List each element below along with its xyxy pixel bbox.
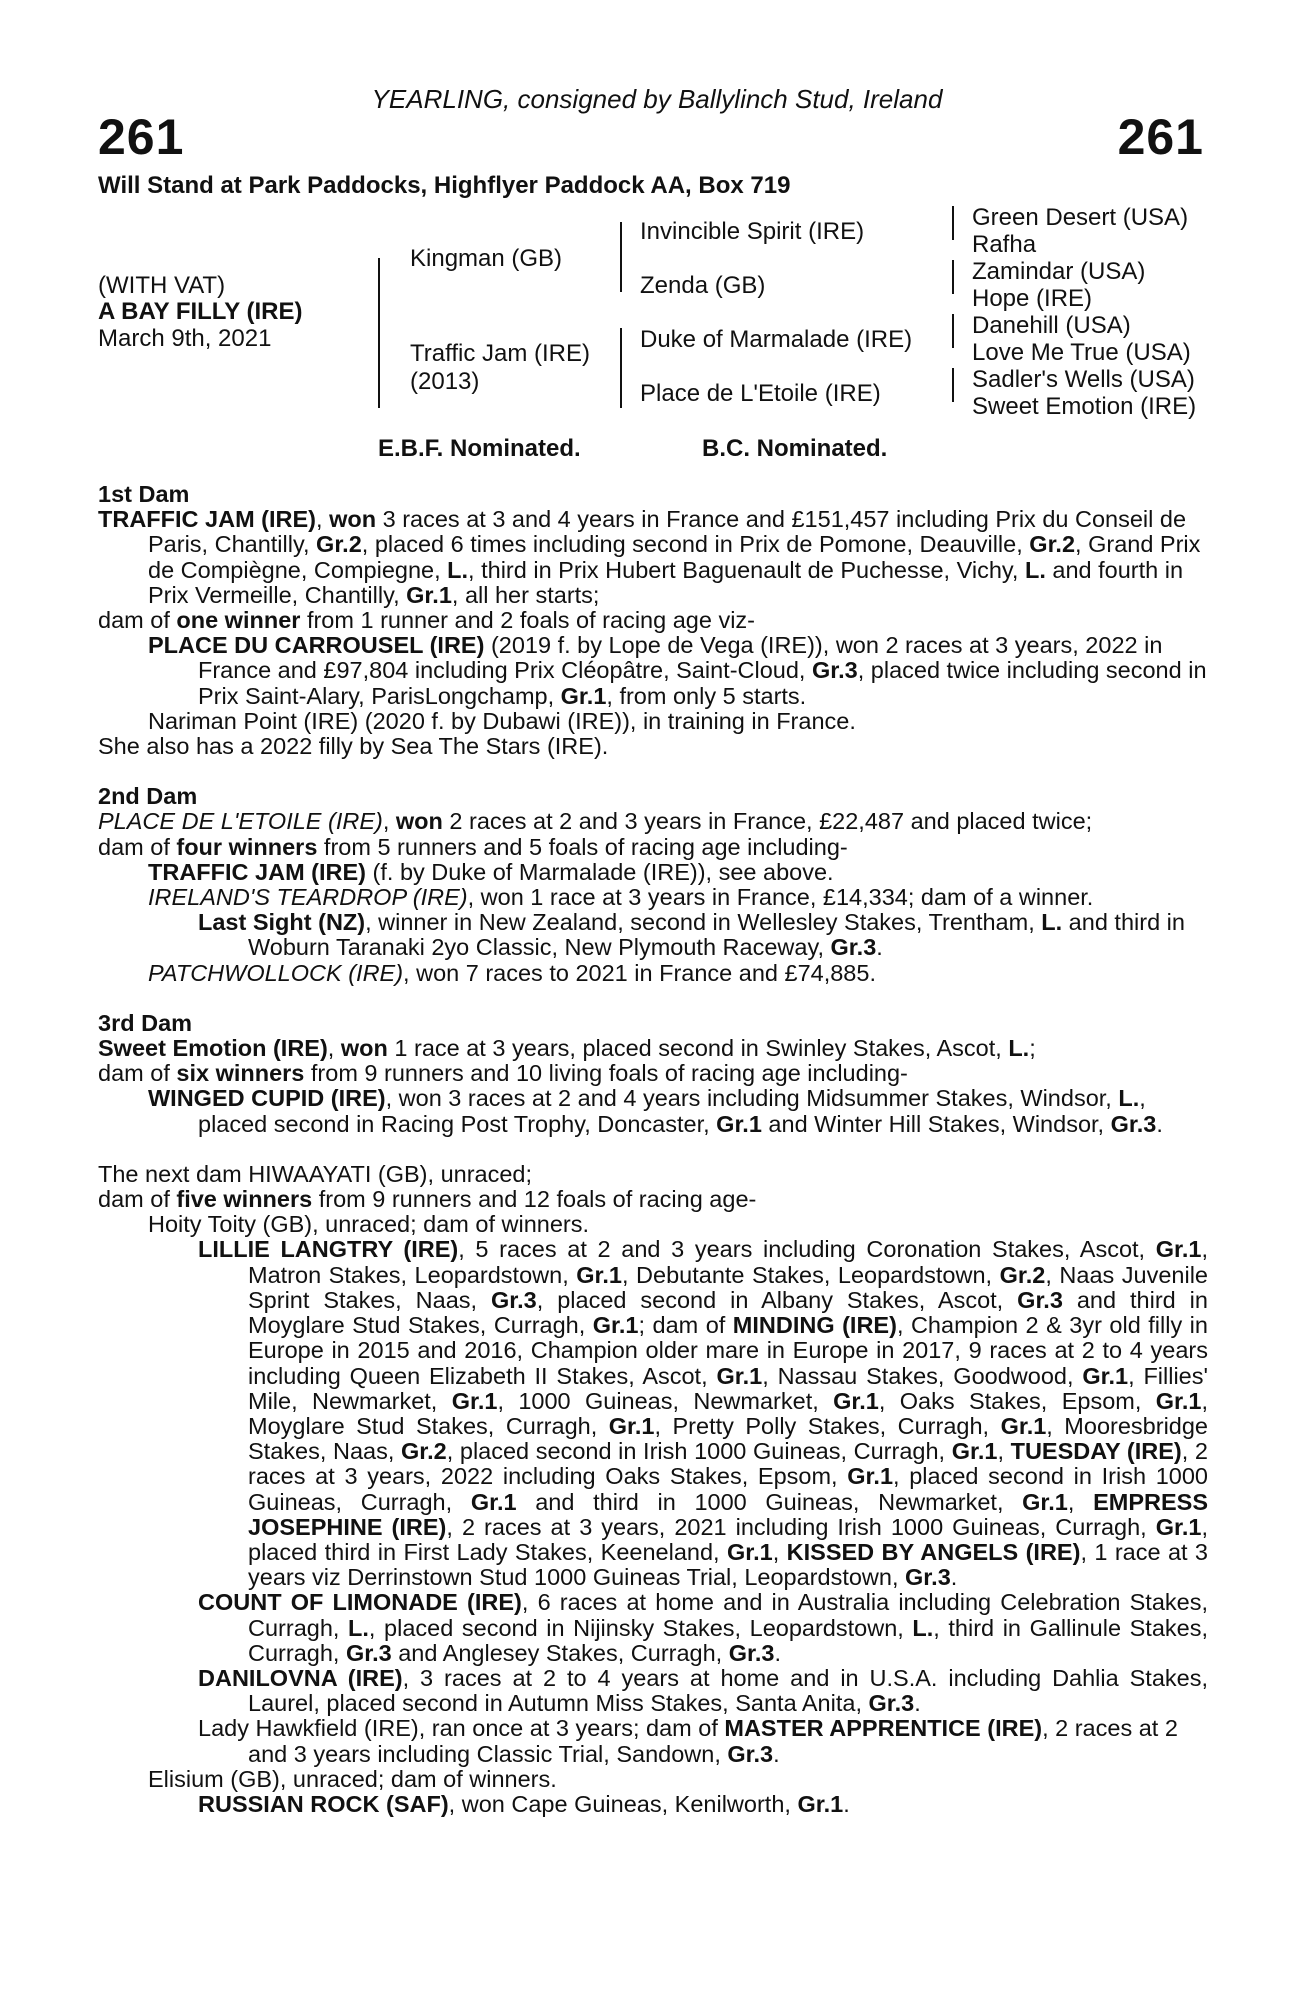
third-dam-heading: 3rd Dam [98, 1009, 193, 1036]
pedigree-g3-1: Green Desert (USA) [972, 204, 1189, 231]
second-dam-produce-2: IRELAND'S TEARDROP (IRE), won 1 race at 3 years in France, £14,334; dam of a winner. [148, 884, 1094, 911]
fourth-dam-russian-rock: RUSSIAN ROCK (SAF), won Cape Guineas, Kenilworth, Gr.1. [198, 1790, 850, 1817]
pedigree-g3-6: Love Me True (USA) [972, 339, 1191, 366]
second-dam-heading: 2nd Dam [98, 783, 198, 810]
horse-name: A BAY FILLY (IRE) [98, 298, 303, 325]
fourth-dam-elisium: Elisium (GB), unraced; dam of winners. [148, 1765, 557, 1792]
consignment-line: YEARLING, consigned by Ballylinch Stud, Ireland [371, 84, 943, 114]
first-dam-produce-summary: dam of one winner from 1 runner and 2 foals of racing age viz- [98, 607, 755, 634]
pedigree-dam-year: (2013) [410, 368, 480, 395]
third-dam-produce-1: WINGED CUPID (IRE), won 3 races at 2 and 4 years including Midsummer Stakes, Windsor, L., placed second in Racing Post Trophy, Doncaster, Gr.1 and Winter Hill Stakes, Windsor, Gr.3. [148, 1085, 1163, 1137]
foaling-date: March 9th, 2021 [98, 325, 272, 352]
first-dam-record: TRAFFIC JAM (IRE), won 3 races at 3 and 4 years in France and £151,457 including Prix du Conseil de Paris, Chantilly, Gr.2, placed 6 times including second in Prix de Pomone, Deauville, Gr.2, Grand Prix de Compiègne, Compiegne, L., third in Prix Hubert Baguenault de Puchesse, Vichy, L. and fourth in Prix Vermeille, Chantilly, Gr.1, all her starts; [98, 506, 1201, 608]
third-dam-produce-summary: dam of six winners from 9 runners and 10 living foals of racing age including- [98, 1060, 908, 1087]
bc-nomination: B.C. Nominated. [702, 435, 888, 462]
lot-number-right: 261 [1117, 109, 1204, 165]
fourth-dam-hoity-toity: Hoity Toity (GB), unraced; dam of winners. [148, 1211, 590, 1238]
pedigree-g3-5: Danehill (USA) [972, 312, 1131, 339]
pedigree-dam-sire: Duke of Marmalade (IRE) [640, 326, 913, 353]
fourth-dam-count-of-limonade: COUNT OF LIMONADE (IRE), 6 races at home and in Australia including Celebration Stakes, Curragh, L., placed second in Nijinsky Stakes, Leopardstown, L., third in Gallinule Stakes, Curragh, Gr.3 and Anglesey Stakes, Curragh, Gr.3. [198, 1589, 1209, 1666]
pedigree-dam: Traffic Jam (IRE) [410, 340, 591, 367]
ebf-nomination: E.B.F. Nominated. [378, 435, 581, 462]
catalogue-body [98, 482, 1208, 1817]
first-dam-produce-2: Nariman Point (IRE) (2020 f. by Dubawi (IRE)), in training in France. [148, 707, 856, 734]
pedigree-sire: Kingman (GB) [410, 245, 563, 272]
third-dam-record: Sweet Emotion (IRE), won 1 race at 3 years, placed second in Swinley Stakes, Ascot, L.; [98, 1035, 1036, 1062]
fourth-dam-produce-summary: dam of five winners from 9 runners and 12 foals of racing age- [98, 1186, 757, 1213]
stand-location: Will Stand at Park Paddocks, Highflyer Paddock AA, Box 719 [98, 172, 791, 199]
second-dam-produce-summary: dam of four winners from 5 runners and 5 foals of racing age including- [98, 833, 848, 860]
pedigree-g3-7: Sadler's Wells (USA) [972, 366, 1195, 393]
pedigree-sire-dam: Zenda (GB) [640, 272, 766, 299]
pedigree-g3-3: Zamindar (USA) [972, 258, 1146, 285]
fourth-dam-intro: The next dam HIWAAYATI (GB), unraced; [98, 1160, 533, 1187]
second-dam-produce-1: TRAFFIC JAM (IRE) (f. by Duke of Marmalade (IRE)), see above. [148, 858, 834, 885]
pedigree-g3-2: Rafha [972, 231, 1037, 258]
second-dam-produce-4: PATCHWOLLOCK (IRE), won 7 races to 2021 in France and £74,885. [148, 959, 876, 986]
first-dam-also: She also has a 2022 filly by Sea The Stars (IRE). [98, 733, 609, 760]
first-dam-heading: 1st Dam [98, 481, 190, 507]
pedigree-sire-sire: Invincible Spirit (IRE) [640, 218, 865, 245]
pedigree-dam-dam: Place de L'Etoile (IRE) [640, 380, 881, 407]
fourth-dam-lady-hawkfield: Lady Hawkfield (IRE), ran once at 3 years; dam of MASTER APPRENTICE (IRE), 2 races at 2 and 3 years including Classic Trial, Sandown, Gr.3. [198, 1715, 1178, 1767]
fourth-dam-danilovna: DANILOVNA (IRE), 3 races at 2 to 4 years at home and in U.S.A. including Dahlia Stakes, Laurel, placed second in Autumn Miss Stakes, Santa Anita, Gr.3. [198, 1664, 1209, 1717]
pedigree-g3-4: Hope (IRE) [972, 285, 1093, 312]
lot-number-left: 261 [98, 109, 185, 165]
fourth-dam-lillie-langtry: LILLIE LANGTRY (IRE), 5 races at 2 and 3 years including Coronation Stakes, Ascot, Gr.1, Matron Stakes, Leopardstown, Gr.1, Debutante Stakes, Leopardstown, Gr.2, Naas Juvenile Sprint Stakes, Naas, Gr.3, placed second in Albany Stakes, Ascot, Gr.3 and third in Moyglare Stud Stakes, Curragh, Gr.1; dam of MINDING (IRE), Champion 2 & 3yr old filly in Europe in 2015 and 2016, Champion older mare in Europe in 2017, 9 races at 2 to 4 years including Queen Elizabeth II Stakes, Ascot, Gr.1, Nassau Stakes, Goodwood, Gr.1, Fillies' Mile, Newmarket, Gr.1, 1000 Guineas, Newmarket, Gr.1, Oaks Stakes, Epsom, Gr.1, Moyglare Stud Stakes, Curragh, Gr.1, Pretty Polly Stakes, Curragh, Gr.1, Mooresbridge Stakes, Naas, Gr.2, placed second in Irish 1000 Guineas, Curragh, Gr.1, TUESDAY (IRE), 2 races at 3 years, 2022 including Oaks Stakes, Epsom, Gr.1, placed second in Irish 1000 Guineas, Curragh, Gr.1 and third in 1000 Guineas, Newmarket, Gr.1, EMPRESS JOSEPHINE (IRE), 2 races at 3 years, 2021 including Irish 1000 Guineas, Curragh, Gr.1, placed third in First Lady Stakes, Keeneland, Gr.1, KISSED BY ANGELS (IRE), 1 race at 3 years viz Derrinstown Stud 1000 Guineas Trial, Leopardstown, Gr.3. [198, 1236, 1209, 1591]
pedigree-g3-8: Sweet Emotion (IRE) [972, 393, 1197, 420]
second-dam-grandproduce: Last Sight (NZ), winner in New Zealand, second in Wellesley Stakes, Trentham, L. and third in Woburn Taranaki 2yo Classic, New Plymouth Raceway, Gr.3. [198, 909, 1185, 961]
first-dam-produce-1: PLACE DU CARROUSEL (IRE) (2019 f. by Lope de Vega (IRE)), won 2 races at 3 years, 2022 in France and £97,804 including Prix Cléopâtre, Saint-Cloud, Gr.3, placed twice including second in Prix Saint-Alary, ParisLongchamp, Gr.1, from only 5 starts. [148, 632, 1207, 709]
second-dam-record: PLACE DE L'ETOILE (IRE), won 2 races at 2 and 3 years in France, £22,487 and placed twice; [98, 808, 1093, 835]
vat-note: (WITH VAT) [98, 272, 226, 299]
